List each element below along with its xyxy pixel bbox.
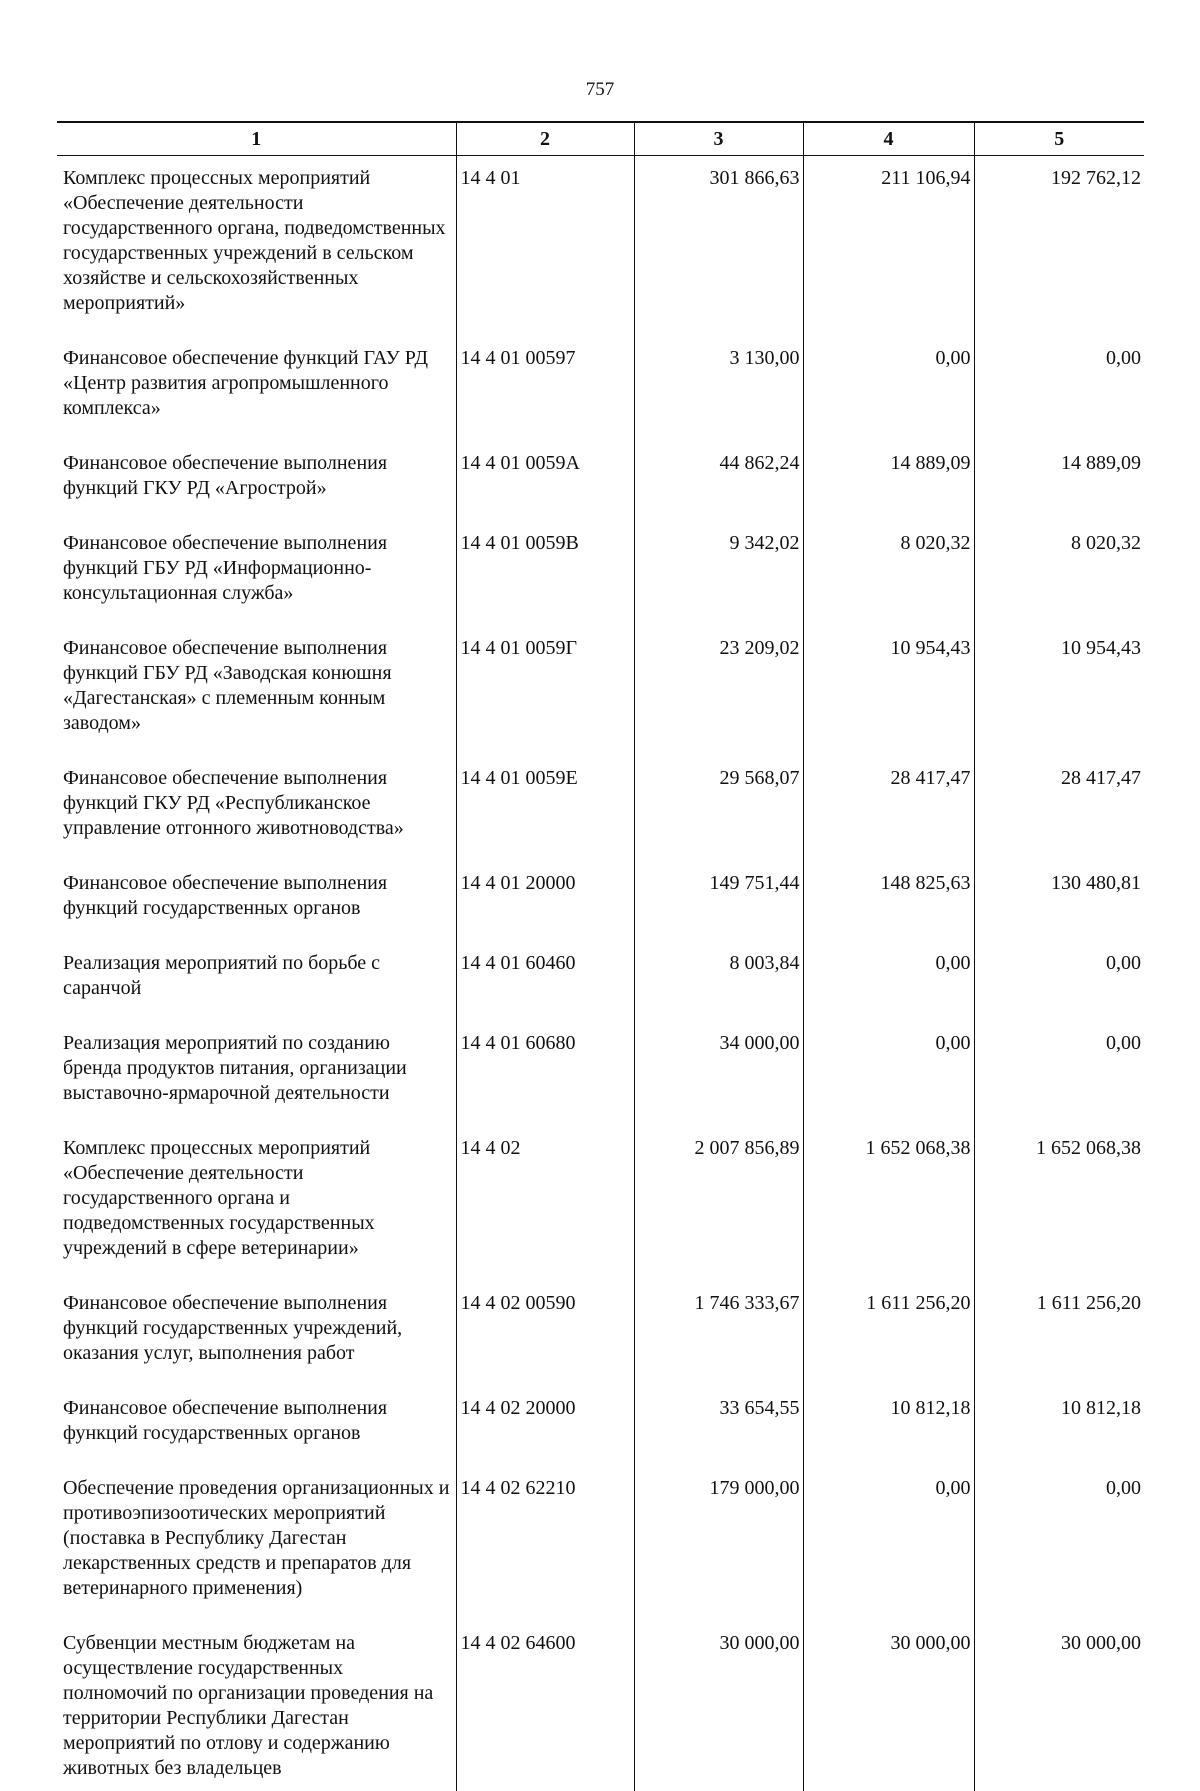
row-value-5: 1 611 256,20 [974, 1281, 1144, 1386]
row-name: Реализация мероприятий по созданию бренда продуктов питания, организации выставочно-ярмарочной деятельности [57, 1021, 456, 1126]
budget-table [57, 121, 1144, 1791]
row-code: 14 4 01 60460 [456, 941, 634, 1021]
row-value-3: 149 751,44 [634, 861, 803, 941]
row-code: 14 4 01 20000 [456, 861, 634, 941]
row-value-4: 10 954,43 [803, 626, 974, 756]
row-code: 14 4 02 62210 [456, 1466, 634, 1621]
table-row [57, 941, 1144, 1021]
row-value-3: 30 000,00 [634, 1621, 803, 1791]
row-value-3: 33 654,55 [634, 1386, 803, 1466]
row-code: 14 4 01 0059Е [456, 756, 634, 861]
table-header [57, 122, 1144, 156]
row-value-5: 14 889,09 [974, 441, 1144, 521]
row-code: 14 4 02 [456, 1126, 634, 1281]
row-value-3: 2 007 856,89 [634, 1126, 803, 1281]
row-code: 14 4 02 00590 [456, 1281, 634, 1386]
row-name: Субвенции местным бюджетам на осуществление государственных полномочий по организации проведения на территории Республики Дагестан мероприятий по отлову и содержанию животных без владельцев [57, 1621, 456, 1791]
row-code: 14 4 01 0059А [456, 441, 634, 521]
row-name: Финансовое обеспечение выполнения функций государственных органов [57, 861, 456, 941]
row-value-4: 28 417,47 [803, 756, 974, 861]
row-name: Финансовое обеспечение выполнения функций государственных учреждений, оказания услуг, выполнения работ [57, 1281, 456, 1386]
row-value-3: 179 000,00 [634, 1466, 803, 1621]
row-code: 14 4 01 [456, 156, 634, 337]
row-name: Комплекс процессных мероприятий «Обеспечение деятельности государственного органа и подведомственных государственных учреждений в сфере ветеринарии» [57, 1126, 456, 1281]
table-row [57, 1281, 1144, 1386]
table-row [57, 861, 1144, 941]
row-value-3: 29 568,07 [634, 756, 803, 861]
row-value-4: 0,00 [803, 1021, 974, 1126]
row-value-5: 0,00 [974, 1466, 1144, 1621]
row-name: Финансовое обеспечение функций ГАУ РД «Центр развития агропромышленного комплекса» [57, 336, 456, 441]
row-value-3: 3 130,00 [634, 336, 803, 441]
header-row [57, 122, 1144, 156]
column-header-4: 4 [803, 122, 974, 156]
row-name: Финансовое обеспечение выполнения функций государственных органов [57, 1386, 456, 1466]
row-value-3: 23 209,02 [634, 626, 803, 756]
table-row [57, 626, 1144, 756]
table-row [57, 1621, 1144, 1791]
row-value-4: 14 889,09 [803, 441, 974, 521]
row-name: Финансовое обеспечение выполнения функций ГКУ РД «Агрострой» [57, 441, 456, 521]
row-name: Реализация мероприятий по борьбе с саранчой [57, 941, 456, 1021]
row-value-5: 1 652 068,38 [974, 1126, 1144, 1281]
row-value-5: 130 480,81 [974, 861, 1144, 941]
row-value-5: 8 020,32 [974, 521, 1144, 626]
row-name: Финансовое обеспечение выполнения функций ГКУ РД «Республиканское управление отгонного животноводства» [57, 756, 456, 861]
row-value-5: 0,00 [974, 1021, 1144, 1126]
row-value-4: 10 812,18 [803, 1386, 974, 1466]
row-value-4: 0,00 [803, 941, 974, 1021]
row-value-4: 30 000,00 [803, 1621, 974, 1791]
page-number: 757 [0, 79, 1200, 101]
row-value-4: 0,00 [803, 1466, 974, 1621]
table-row [57, 1466, 1144, 1621]
row-value-5: 30 000,00 [974, 1621, 1144, 1791]
column-header-2: 2 [456, 122, 634, 156]
row-value-4: 1 652 068,38 [803, 1126, 974, 1281]
row-code: 14 4 01 0059В [456, 521, 634, 626]
row-value-4: 148 825,63 [803, 861, 974, 941]
table-row [57, 1126, 1144, 1281]
row-name: Финансовое обеспечение выполнения функций ГБУ РД «Заводская конюшня «Дагестанская» с племенным конным заводом» [57, 626, 456, 756]
row-value-5: 192 762,12 [974, 156, 1144, 337]
table-row [57, 1386, 1144, 1466]
row-name: Финансовое обеспечение выполнения функций ГБУ РД «Информационно-консультационная служба» [57, 521, 456, 626]
row-value-3: 9 342,02 [634, 521, 803, 626]
row-name: Комплекс процессных мероприятий «Обеспечение деятельности государственного органа, подведомственных государственных учреждений в сельском хозяйстве и сельскохозяйственных мероприятий» [57, 156, 456, 337]
row-value-4: 8 020,32 [803, 521, 974, 626]
column-header-1: 1 [57, 122, 456, 156]
table-row [57, 521, 1144, 626]
row-value-5: 28 417,47 [974, 756, 1144, 861]
table-row [57, 756, 1144, 861]
row-value-5: 0,00 [974, 941, 1144, 1021]
row-value-5: 0,00 [974, 336, 1144, 441]
table-row [57, 1021, 1144, 1126]
table-row [57, 336, 1144, 441]
column-header-3: 3 [634, 122, 803, 156]
row-code: 14 4 02 64600 [456, 1621, 634, 1791]
row-value-4: 1 611 256,20 [803, 1281, 974, 1386]
row-code: 14 4 02 20000 [456, 1386, 634, 1466]
row-value-3: 34 000,00 [634, 1021, 803, 1126]
row-code: 14 4 01 60680 [456, 1021, 634, 1126]
table-body [57, 156, 1144, 1791]
row-value-3: 1 746 333,67 [634, 1281, 803, 1386]
column-header-5: 5 [974, 122, 1144, 156]
row-value-5: 10 812,18 [974, 1386, 1144, 1466]
row-name: Обеспечение проведения организационных и противоэпизоотических мероприятий (поставка в Республику Дагестан лекарственных средств и препаратов для ветеринарного применения) [57, 1466, 456, 1621]
row-value-4: 211 106,94 [803, 156, 974, 337]
row-value-3: 8 003,84 [634, 941, 803, 1021]
table-row [57, 156, 1144, 337]
row-value-3: 301 866,63 [634, 156, 803, 337]
table-row [57, 441, 1144, 521]
row-value-5: 10 954,43 [974, 626, 1144, 756]
row-code: 14 4 01 00597 [456, 336, 634, 441]
row-value-4: 0,00 [803, 336, 974, 441]
row-code: 14 4 01 0059Г [456, 626, 634, 756]
row-value-3: 44 862,24 [634, 441, 803, 521]
